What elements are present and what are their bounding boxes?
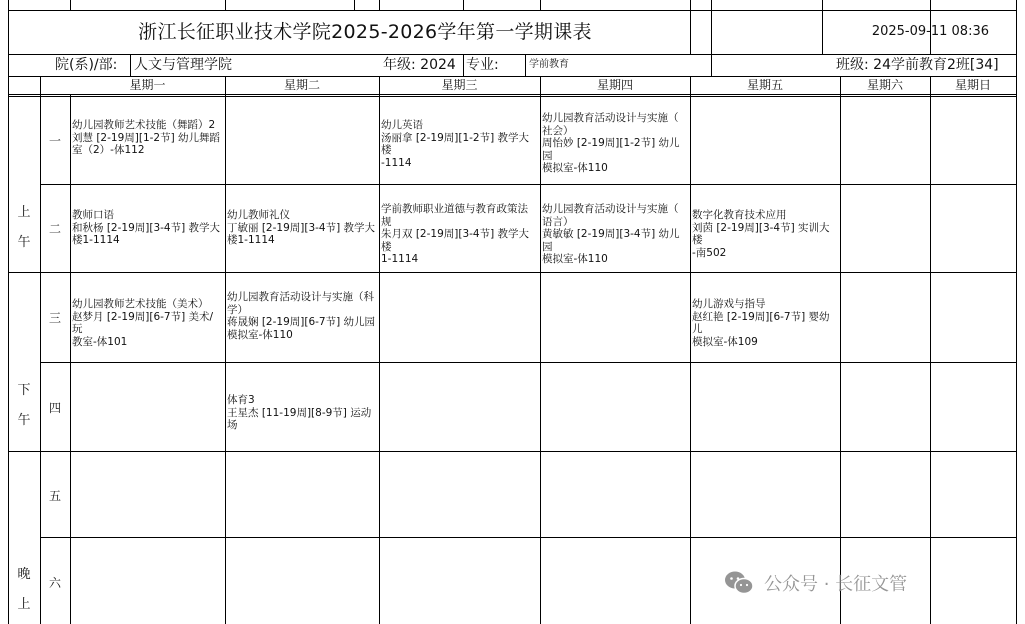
course-line: 模拟室-体110 (542, 162, 608, 174)
grid-line (930, 0, 931, 10)
department-label: 院(系)/部: (55, 57, 118, 73)
course-line: 幼儿教师礼仪 (227, 209, 290, 221)
grade-label: 年级: 2024 (383, 57, 456, 73)
course-line: 模拟室-体110 (227, 328, 293, 341)
course-line: 赵红艳 [2-19周][6-7节] 婴幼儿 (692, 310, 830, 335)
grid-line (690, 0, 691, 10)
course-line: 幼儿园教育活动设计与实施（ (542, 112, 679, 124)
grid-line (8, 451, 1017, 452)
print-timestamp: 2025-09-11 08:36 (871, 24, 989, 39)
course-cell[interactable] (72, 209, 223, 247)
day-header-sat: 星期六 (866, 78, 903, 92)
course-line: 王星杰 [11-19周][8-9节] 运动场 (227, 406, 372, 431)
course-cell[interactable] (227, 394, 377, 432)
course-line: 室（2）-体112 (72, 144, 145, 156)
major-value: 学前教育 (529, 59, 569, 70)
grid-line (70, 94, 71, 624)
slot-label: 三 (48, 311, 61, 325)
course-line: -1114 (381, 156, 412, 169)
course-line: 模拟室-体109 (692, 335, 758, 348)
course-line: 数字化教育技术应用 (692, 209, 787, 221)
period-char: 晚 (17, 567, 31, 582)
course-line: 社会） (542, 124, 574, 137)
wechat-icon (724, 570, 754, 596)
grid-line (225, 76, 226, 624)
course-cell[interactable] (227, 291, 377, 341)
course-cell[interactable] (692, 209, 838, 259)
grid-line (8, 272, 1017, 273)
course-cell[interactable] (72, 119, 223, 157)
grid-line (8, 10, 1017, 11)
course-line: 黄敏敏 [2-19周][3-4节] 幼儿园 (542, 228, 680, 253)
period-char: 午 (17, 413, 31, 428)
course-line: 刘慧 [2-19周][1-2节] 幼儿舞蹈 (72, 131, 221, 144)
day-header-wed: 星期三 (441, 78, 478, 92)
course-line: 幼儿园教育活动设计与实施（ (542, 203, 679, 215)
course-line: 模拟室-体110 (542, 253, 608, 265)
grid-line (840, 76, 841, 624)
grid-line (690, 76, 691, 624)
course-line: 刘茵 [2-19周][3-4节] 实训大楼 (692, 221, 830, 246)
day-header-tue: 星期二 (283, 78, 320, 92)
course-line: 幼儿游戏与指导 (692, 298, 766, 310)
course-line: 体育3 (227, 394, 255, 406)
grid-line (379, 76, 380, 624)
grid-line (8, 94, 1017, 95)
slot-label: 一 (48, 134, 61, 148)
period-char: 下 (17, 383, 31, 398)
course-line: 教室-体101 (72, 335, 128, 348)
grid-line (379, 0, 380, 10)
period-morning (15, 198, 33, 258)
grid-line (463, 54, 464, 76)
slot-label: 五 (48, 489, 61, 503)
grid-line (525, 54, 526, 76)
grid-line (70, 0, 71, 10)
day-header-thu: 星期四 (596, 78, 633, 92)
slot-label: 四 (48, 401, 61, 415)
class-label: 班级: 24学前教育2班[34] (836, 57, 999, 73)
grid-line (354, 0, 355, 10)
course-line: 楼1-1114 (227, 234, 275, 246)
watermark-text: 公众号 · 长征文管 (764, 574, 908, 595)
course-cell[interactable] (227, 209, 377, 247)
major-label: 专业: (466, 57, 499, 73)
course-line: 汤丽拿 [2-19周][1-2节] 教学大楼 (381, 131, 530, 156)
course-line: 学前教师职业道德与教育政策法 (381, 203, 528, 215)
course-line: 幼儿英语 (381, 119, 423, 131)
course-cell[interactable] (692, 298, 838, 348)
grid-line (130, 54, 131, 76)
course-line: 语言） (542, 215, 574, 228)
period-evening (15, 560, 33, 620)
day-header-fri: 星期五 (746, 78, 783, 92)
period-afternoon (15, 376, 33, 436)
course-line: 蒋晟娴 [2-19周][6-7节] 幼儿园 (227, 316, 376, 328)
course-line: 学） (227, 303, 248, 316)
course-line: 楼1-1114 (72, 234, 120, 246)
grid-line (822, 0, 823, 10)
slot-label: 二 (48, 222, 61, 236)
grid-line (711, 0, 712, 10)
course-line: 幼儿园教师艺术技能（舞蹈）2 (72, 119, 216, 131)
grid-line (40, 76, 41, 624)
course-cell[interactable] (72, 298, 223, 348)
grid-line (540, 76, 541, 624)
grid-line (225, 0, 226, 10)
course-line: 赵梦月 [2-19周][6-7节] 美术/玩 (72, 310, 214, 335)
period-char: 上 (17, 597, 31, 612)
course-line: 1-1114 (381, 253, 419, 265)
grid-line (8, 96, 1017, 97)
grid-line (463, 0, 464, 10)
course-line: -南502 (692, 246, 727, 259)
course-line: 和秋杨 [2-19周][3-4节] 教学大 (72, 221, 221, 234)
course-cell[interactable] (381, 203, 538, 266)
course-cell[interactable] (542, 203, 688, 266)
grid-line (822, 10, 823, 54)
course-line: 丁敏丽 [2-19周][3-4节] 教学大 (227, 221, 376, 234)
grid-line (540, 0, 541, 10)
course-line: 周怡妙 [2-19周][1-2节] 幼儿园 (542, 137, 680, 162)
course-line: 幼儿园教育活动设计与实施（科 (227, 291, 374, 303)
period-char: 上 (17, 205, 31, 220)
period-char: 午 (17, 235, 31, 250)
day-header-mon: 星期一 (129, 78, 166, 92)
course-cell[interactable] (381, 119, 538, 169)
grid-line (1016, 0, 1017, 624)
course-line: 教师口语 (72, 209, 114, 221)
course-line: 规 (381, 215, 392, 228)
slot-label: 六 (48, 576, 61, 590)
department-value: 人文与管理学院 (134, 57, 232, 73)
course-cell[interactable] (542, 112, 688, 175)
grid-line (711, 54, 712, 76)
grid-line (930, 76, 931, 624)
course-line: 朱月双 [2-19周][3-4节] 教学大楼 (381, 228, 530, 253)
grid-line (40, 184, 1017, 185)
grid-line (8, 0, 9, 624)
grid-line (40, 362, 1017, 363)
course-line: 幼儿园教师艺术技能（美术） (72, 298, 209, 310)
grid-line (40, 537, 1017, 538)
watermark (724, 566, 907, 600)
day-header-sun: 星期日 (954, 78, 991, 92)
page-title: 浙江长征职业技术学院2025-2026学年第一学期课表 (138, 21, 592, 43)
